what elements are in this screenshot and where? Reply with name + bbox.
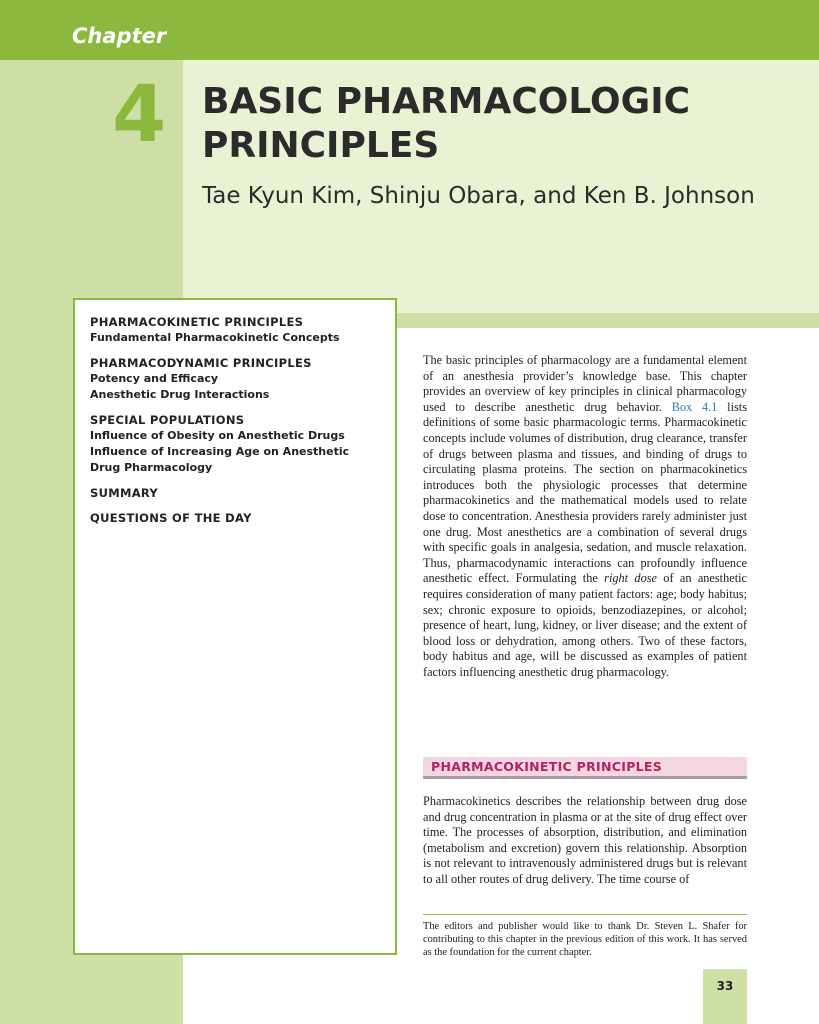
chapter-title-line-2: PRINCIPLES — [202, 125, 440, 166]
intro-text-part-2: lists definitions of some basic pharmacologic terms. Pharmacokinetic concepts include volumes of distribution, drug clearance, transfer of drugs between plasma and tissues, and binding of drugs to circulating plasma proteins. The section on pharmacokinetics introduces both the physiologic processes that determine pharmacokinetics and the mathematical models used to relate dose to concentration. Anesthesia providers rarely administer just one drug. Most anesthetics are a combination of several drugs with specific goals in analgesia, sedation, and muscle relaxation. Thus, pharmacodynamic interactions can profoundly influence anesthetic effect. Formulating the — [423, 399, 747, 586]
outline-heading: PHARMACODYNAMIC PRINCIPLES — [90, 356, 312, 370]
footnote: The editors and publisher would like to thank Dr. Steven L. Shafer for contributing to this chapter in the previous edition of this work. It has served as the foundation for the current chapter. — [423, 921, 747, 959]
intro-text-part-1: The basic principles of pharmacology are a fundamental element of an anesthesia provider’s knowledge base. This chapter provides an overview of key principles in clinical pharmacology used to describe anesthetic drug behavior. — [423, 353, 747, 414]
chapter-title — [202, 80, 802, 168]
outline-heading: SPECIAL POPULATIONS — [90, 413, 245, 427]
outline-heading: QUESTIONS OF THE DAY — [90, 511, 252, 525]
section-heading-pharmacokinetic: PHARMACOKINETIC PRINCIPLES — [423, 757, 747, 779]
chapter-outline-box — [73, 298, 397, 955]
chapter-number: 4 — [112, 70, 167, 160]
outline-heading: SUMMARY — [90, 486, 159, 500]
outline-heading: PHARMACOKINETIC PRINCIPLES — [90, 315, 304, 329]
outline-section — [90, 314, 395, 346]
outline-item: Anesthetic Drug Interactions — [90, 388, 270, 401]
column-divider-strip — [397, 313, 819, 328]
page-number-tab — [703, 969, 747, 1024]
outline-item: Influence of Increasing Age on Anesthetic Drug Pharmacology — [90, 445, 350, 474]
section-paragraph: Pharmacokinetics describes the relationship between drug dose and drug concentration in plasma or at the site of drug effect over time. The processes of absorption, distribution, and elimination (metabolism and excretion) govern this relationship. Absorption is not relevant to intravenously administered drugs but is relevant to all other routes of drug delivery. The time course of — [423, 794, 747, 886]
intro-text-part-3: of an anesthetic requires consideration of many patient factors: age; body habitus; sex; chronic exposure to opioids, benzodiazepines, or alcohol; presence of heart, lung, kidney, or liver disease; and the extent of blood loss or dehydration, among others. Two of these factors, body habitus and age, will be discussed as examples of patient factors influencing anesthetic drug pharmacology. — [423, 571, 747, 679]
outline-section — [90, 510, 395, 526]
outline-section — [90, 412, 395, 476]
chapter-authors: Tae Kyun Kim, Shinju Obara, and Ken B. Johnson — [202, 183, 755, 209]
outline-item: Fundamental Pharmacokinetic Concepts — [90, 331, 340, 344]
chapter-label: Chapter — [72, 24, 167, 48]
intro-emphasis: right dose — [604, 571, 657, 586]
outline-item: Influence of Obesity on Anesthetic Drugs — [90, 429, 345, 442]
outline-item: Potency and Efficacy — [90, 372, 219, 385]
footnote-divider — [423, 914, 747, 915]
outline-section — [90, 485, 395, 501]
chapter-title-line-1: BASIC PHARMACOLOGIC — [202, 81, 691, 122]
intro-paragraph — [423, 353, 747, 680]
outline-section — [90, 355, 395, 403]
box-4-1-link[interactable]: Box 4.1 — [671, 399, 718, 414]
page-number: 33 — [716, 979, 734, 993]
